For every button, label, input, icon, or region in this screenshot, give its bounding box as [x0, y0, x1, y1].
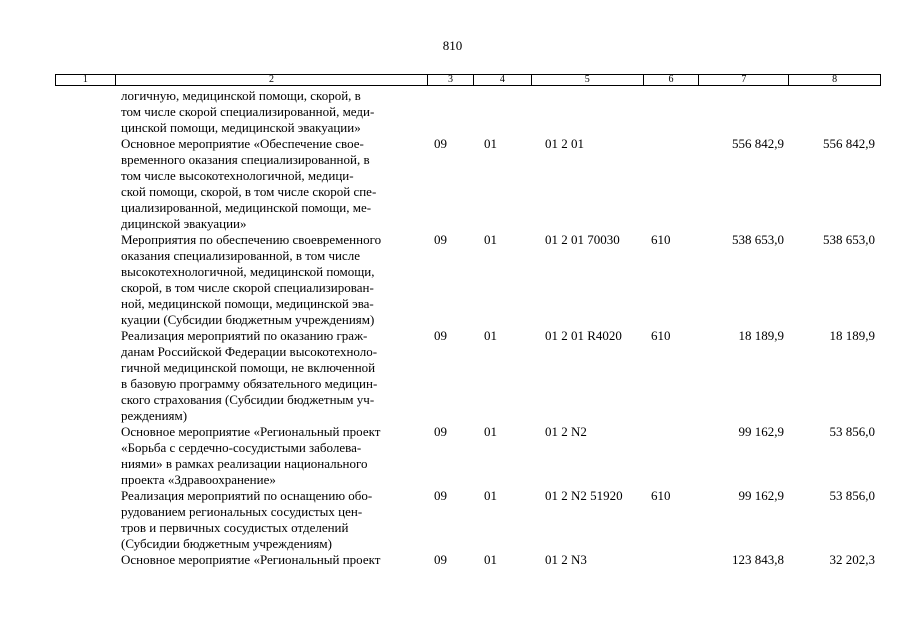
cell-subsection: 01 — [484, 136, 497, 151]
cell-amount-2: 18 189,9 — [829, 328, 875, 343]
description-line: рудованием региональных сосудистых цен- — [121, 504, 363, 519]
table-row — [55, 232, 881, 328]
description-line: реждениям) — [121, 408, 188, 423]
cell-index — [55, 328, 115, 424]
table-row — [55, 488, 881, 552]
cell-amount-2: 32 202,3 — [829, 552, 875, 567]
table-header-row — [55, 74, 881, 86]
cell-amount-2: 53 856,0 — [829, 424, 875, 439]
cell-amount-2: 538 653,0 — [823, 232, 875, 247]
cell-expense-type — [644, 552, 700, 568]
page-number: 810 — [442, 38, 463, 53]
cell-amount-2: 556 842,9 — [823, 136, 875, 151]
table-row — [55, 424, 881, 488]
column-number-3: 3 — [428, 75, 474, 85]
cell-amount-1: 123 843,8 — [732, 552, 784, 567]
cell-expense-type: 610 — [651, 488, 671, 503]
cell-subsection: 01 — [484, 232, 497, 247]
cell-subsection — [474, 88, 532, 136]
cell-target-article: 01 2 01 70030 — [545, 232, 620, 247]
cell-subsection: 01 — [484, 488, 497, 503]
cell-amount-1: 538 653,0 — [732, 232, 784, 247]
cell-description — [115, 328, 428, 424]
description-line: том числе скорой специализированной, меди- — [121, 104, 375, 119]
description-line: Реализация мероприятий по оснащению обо- — [121, 488, 373, 503]
cell-expense-type: 610 — [651, 232, 671, 247]
description-line: тров и первичных сосудистых отделений — [121, 520, 349, 535]
description-line: оказания специализированной, в том числе — [121, 248, 361, 263]
cell-index — [55, 88, 115, 136]
cell-description — [115, 552, 428, 568]
cell-section: 09 — [434, 328, 447, 343]
description-line: Основное мероприятие «Региональный проект — [121, 424, 381, 439]
cell-expense-type: 610 — [651, 328, 671, 343]
column-number-7: 7 — [699, 75, 789, 85]
cell-amount-2 — [790, 88, 881, 136]
cell-amount-1: 99 162,9 — [738, 488, 784, 503]
table-row — [55, 328, 881, 424]
table-row — [55, 136, 881, 232]
description-line: гичной медицинской помощи, не включенной — [121, 360, 376, 375]
cell-subsection: 01 — [484, 328, 497, 343]
column-number-8: 8 — [832, 74, 838, 85]
cell-index — [55, 488, 115, 552]
cell-amount-1: 556 842,9 — [732, 136, 784, 151]
cell-target-article: 01 2 N2 — [545, 424, 587, 439]
description-line: скорой, в том числе скорой специализирован- — [121, 280, 374, 295]
cell-expense-type — [644, 88, 700, 136]
cell-amount-2: 53 856,0 — [829, 488, 875, 503]
cell-amount-1 — [700, 88, 790, 136]
cell-section: 09 — [434, 424, 447, 439]
description-line: дицинской эвакуации» — [121, 216, 247, 231]
column-number-5: 5 — [532, 75, 644, 85]
cell-section: 09 — [434, 232, 447, 247]
description-line: Основное мероприятие «Региональный проект — [121, 552, 381, 567]
description-line: ной, медицинской помощи, медицинской эва- — [121, 296, 374, 311]
cell-description — [115, 136, 428, 232]
description-line: Реализация мероприятий по оказанию граж- — [121, 328, 368, 343]
cell-expense-type — [644, 424, 700, 488]
description-line: ниями» в рамках реализации национального — [121, 456, 368, 471]
column-number-6: 6 — [644, 75, 700, 85]
table-row — [55, 88, 881, 136]
cell-description — [115, 488, 428, 552]
cell-target-article: 01 2 01 R4020 — [545, 328, 622, 343]
cell-section: 09 — [434, 488, 447, 503]
cell-description — [115, 424, 428, 488]
cell-amount-1: 18 189,9 — [738, 328, 784, 343]
cell-target-article: 01 2 N2 51920 — [545, 488, 623, 503]
description-line: (Субсидии бюджетным учреждениям) — [121, 536, 332, 551]
cell-expense-type — [644, 136, 700, 232]
description-line: куации (Субсидии бюджетным учреждениям) — [121, 312, 375, 327]
cell-index — [55, 552, 115, 568]
column-number-2: 2 — [116, 75, 428, 85]
cell-index — [55, 424, 115, 488]
cell-section: 09 — [434, 136, 447, 151]
cell-description — [115, 88, 428, 136]
description-line: логичную, медицинской помощи, скорой, в — [121, 88, 361, 103]
description-line: циализированной, медицинской помощи, ме- — [121, 200, 372, 215]
table-body — [55, 88, 881, 568]
description-line: данам Российской Федерации высокотехноло- — [121, 344, 378, 359]
cell-target-article: 01 2 N3 — [545, 552, 587, 567]
cell-subsection: 01 — [484, 424, 497, 439]
description-line: высокотехнологичной, медицинской помощи, — [121, 264, 375, 279]
cell-subsection: 01 — [484, 552, 497, 567]
cell-index — [55, 136, 115, 232]
cell-index — [55, 232, 115, 328]
description-line: том числе высокотехнологичной, медици- — [121, 168, 354, 183]
column-number-1: 1 — [56, 75, 116, 85]
cell-target-article: 01 2 01 — [545, 136, 584, 151]
cell-section — [428, 88, 474, 136]
description-line: Основное мероприятие «Обеспечение свое- — [121, 136, 364, 151]
description-line: «Борьба с сердечно-сосудистыми заболева- — [121, 440, 362, 455]
description-line: ской помощи, скорой, в том числе скорой спе- — [121, 184, 377, 199]
description-line: проекта «Здравоохранение» — [121, 472, 276, 487]
cell-description — [115, 232, 428, 328]
description-line: цинской помощи, медицинской эвакуации» — [121, 120, 361, 135]
cell-amount-1: 99 162,9 — [738, 424, 784, 439]
description-line: ского страхования (Субсидии бюджетным уч- — [121, 392, 375, 407]
table-row — [55, 552, 881, 568]
cell-section: 09 — [434, 552, 447, 567]
description-line: Мероприятия по обеспечению своевременного — [121, 232, 382, 247]
column-number-4: 4 — [474, 75, 532, 85]
description-line: временного оказания специализированной, в — [121, 152, 370, 167]
cell-target-article — [532, 88, 644, 136]
description-line: в базовую программу обязательного медицин- — [121, 376, 378, 391]
